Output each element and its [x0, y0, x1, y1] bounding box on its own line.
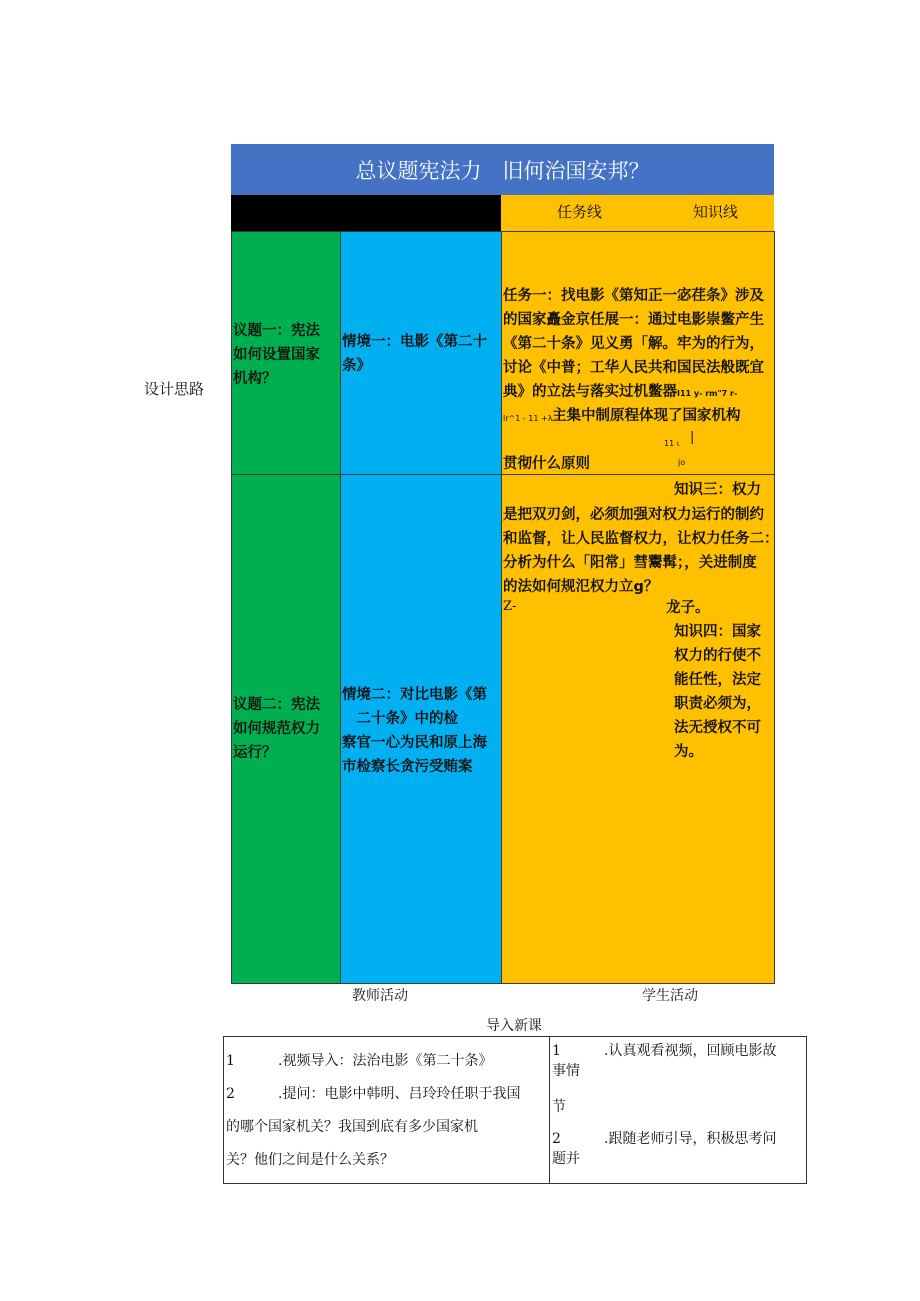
garbled-text: I11 y- rm"7 r- — [677, 389, 738, 398]
topic1-line: 议题一：宪法 — [233, 323, 320, 339]
task1-line: 典》的立法与落实过机鳖器I11 y- rm"7 r- — [503, 384, 738, 400]
section-title: 导入新课 — [486, 1018, 542, 1034]
task1-line: 讨论《中普；工华人民共和国民法般既宜 — [503, 360, 764, 376]
topic2-line: 议题二：宪法 — [233, 697, 320, 713]
topic1-cell — [231, 231, 341, 475]
task1-line: 的国家矗金京任展一：通过电影崇鳖产生 — [503, 312, 764, 328]
scene2-line: 市检察长贪污受贿案 — [342, 759, 473, 775]
scene1-line: 情境一：电影《第二十 — [342, 334, 487, 350]
task2-dragon: 龙子。 — [666, 600, 710, 616]
scene2-line: 二十条》中的检 — [342, 711, 458, 727]
teacher-item-cont: 的哪个国家机关？我国到底有多少国家机 — [226, 1119, 478, 1135]
task2-line: 是把双刃剑，必须加强对权力运行的制约 — [503, 507, 764, 523]
garbled-text: 11 ι — [664, 439, 680, 448]
task1-last-line: 贯彻什么原则 — [503, 456, 590, 472]
teacher-activity-label: 教师活动 — [352, 988, 408, 1004]
header-cell-blank-1 — [231, 195, 340, 231]
teacher-activity-cell — [224, 1037, 550, 1184]
scene2-line: 察官一心为民和原上海 — [342, 735, 487, 751]
teacher-item: 1 .视频导入：法治电影《第二十条》 — [226, 1053, 493, 1069]
teacher-item-cont: 关？他们之间是什么关系？ — [226, 1152, 394, 1168]
task2-line: 和监督，让人民监督权力，让权力任务二： — [503, 531, 779, 547]
scene1-cell — [340, 231, 502, 475]
topic1-line: 如何设置国家 — [233, 347, 320, 363]
student-item-cont: 题并 — [552, 1151, 580, 1167]
student-item-cont: 节 — [552, 1099, 566, 1115]
topic-title: 总议题宪法力 旧何治国安邦？ — [231, 144, 774, 195]
teacher-item: 2 .提问：电影中韩明、吕玲玲任职于我国 — [226, 1086, 521, 1102]
scene1-line: 条》 — [342, 358, 371, 374]
task1-line: 《第二十条》见义勇「解。牢为的行为， — [503, 336, 764, 352]
knowledge3-heading: 知识三：权力 — [674, 482, 761, 498]
knowledge4-line: 为。 — [674, 744, 703, 760]
topic2-cell — [231, 474, 341, 984]
garbled-text: Z- — [503, 599, 517, 614]
garbled-text: | — [690, 430, 695, 445]
scene2-cell — [340, 474, 502, 984]
scene2-line: 情境二：对比电影《第 — [342, 687, 487, 703]
knowledge4-line: 知识四：国家 — [674, 624, 761, 640]
knowledge-line-label: 知识线 — [693, 203, 739, 221]
student-item: 2 .跟随老师引导，积极思考问 — [552, 1131, 777, 1147]
activity-table — [223, 1036, 807, 1184]
student-activity-cell — [550, 1037, 807, 1184]
task2-line: 分析为什么「阳常」彗鬻髯；，关进制度 — [503, 555, 757, 571]
student-item-cont: 事情 — [552, 1063, 580, 1079]
student-item: 1 .认真观看视频，回顾电影故 — [552, 1043, 777, 1059]
garbled-text: jo — [678, 458, 686, 467]
task1-line: 任务一：找电影《第知正一宓荏条》涉及 — [503, 288, 764, 304]
header-cell-blank-2 — [340, 195, 501, 231]
knowledge4-line: 职责必须为， — [674, 696, 761, 712]
garbled-text: lr^1 - 11 +λ -ˆ — [503, 414, 562, 423]
task2-line: 的法如何规氾权力立g？ — [503, 579, 659, 595]
task-line-label: 任务线 — [557, 203, 603, 221]
task1-line: 主集中制原程体现了国家机构 — [552, 408, 741, 424]
header-cell-lines — [501, 195, 774, 231]
student-activity-label: 学生活动 — [642, 988, 698, 1004]
design-idea-label: 设计思路 — [144, 380, 205, 398]
task2-cell — [501, 474, 779, 984]
topic2-line: 如何规范权力 — [233, 721, 320, 737]
task1-cell — [501, 231, 775, 475]
knowledge4-line: 权力的行使不 — [674, 648, 761, 664]
knowledge4-line: 法无授权不可 — [674, 720, 761, 736]
topic1-line: 机构？ — [233, 371, 277, 387]
knowledge4-line: 能任性，法定 — [674, 672, 761, 688]
topic2-line: 运行？ — [233, 745, 277, 761]
